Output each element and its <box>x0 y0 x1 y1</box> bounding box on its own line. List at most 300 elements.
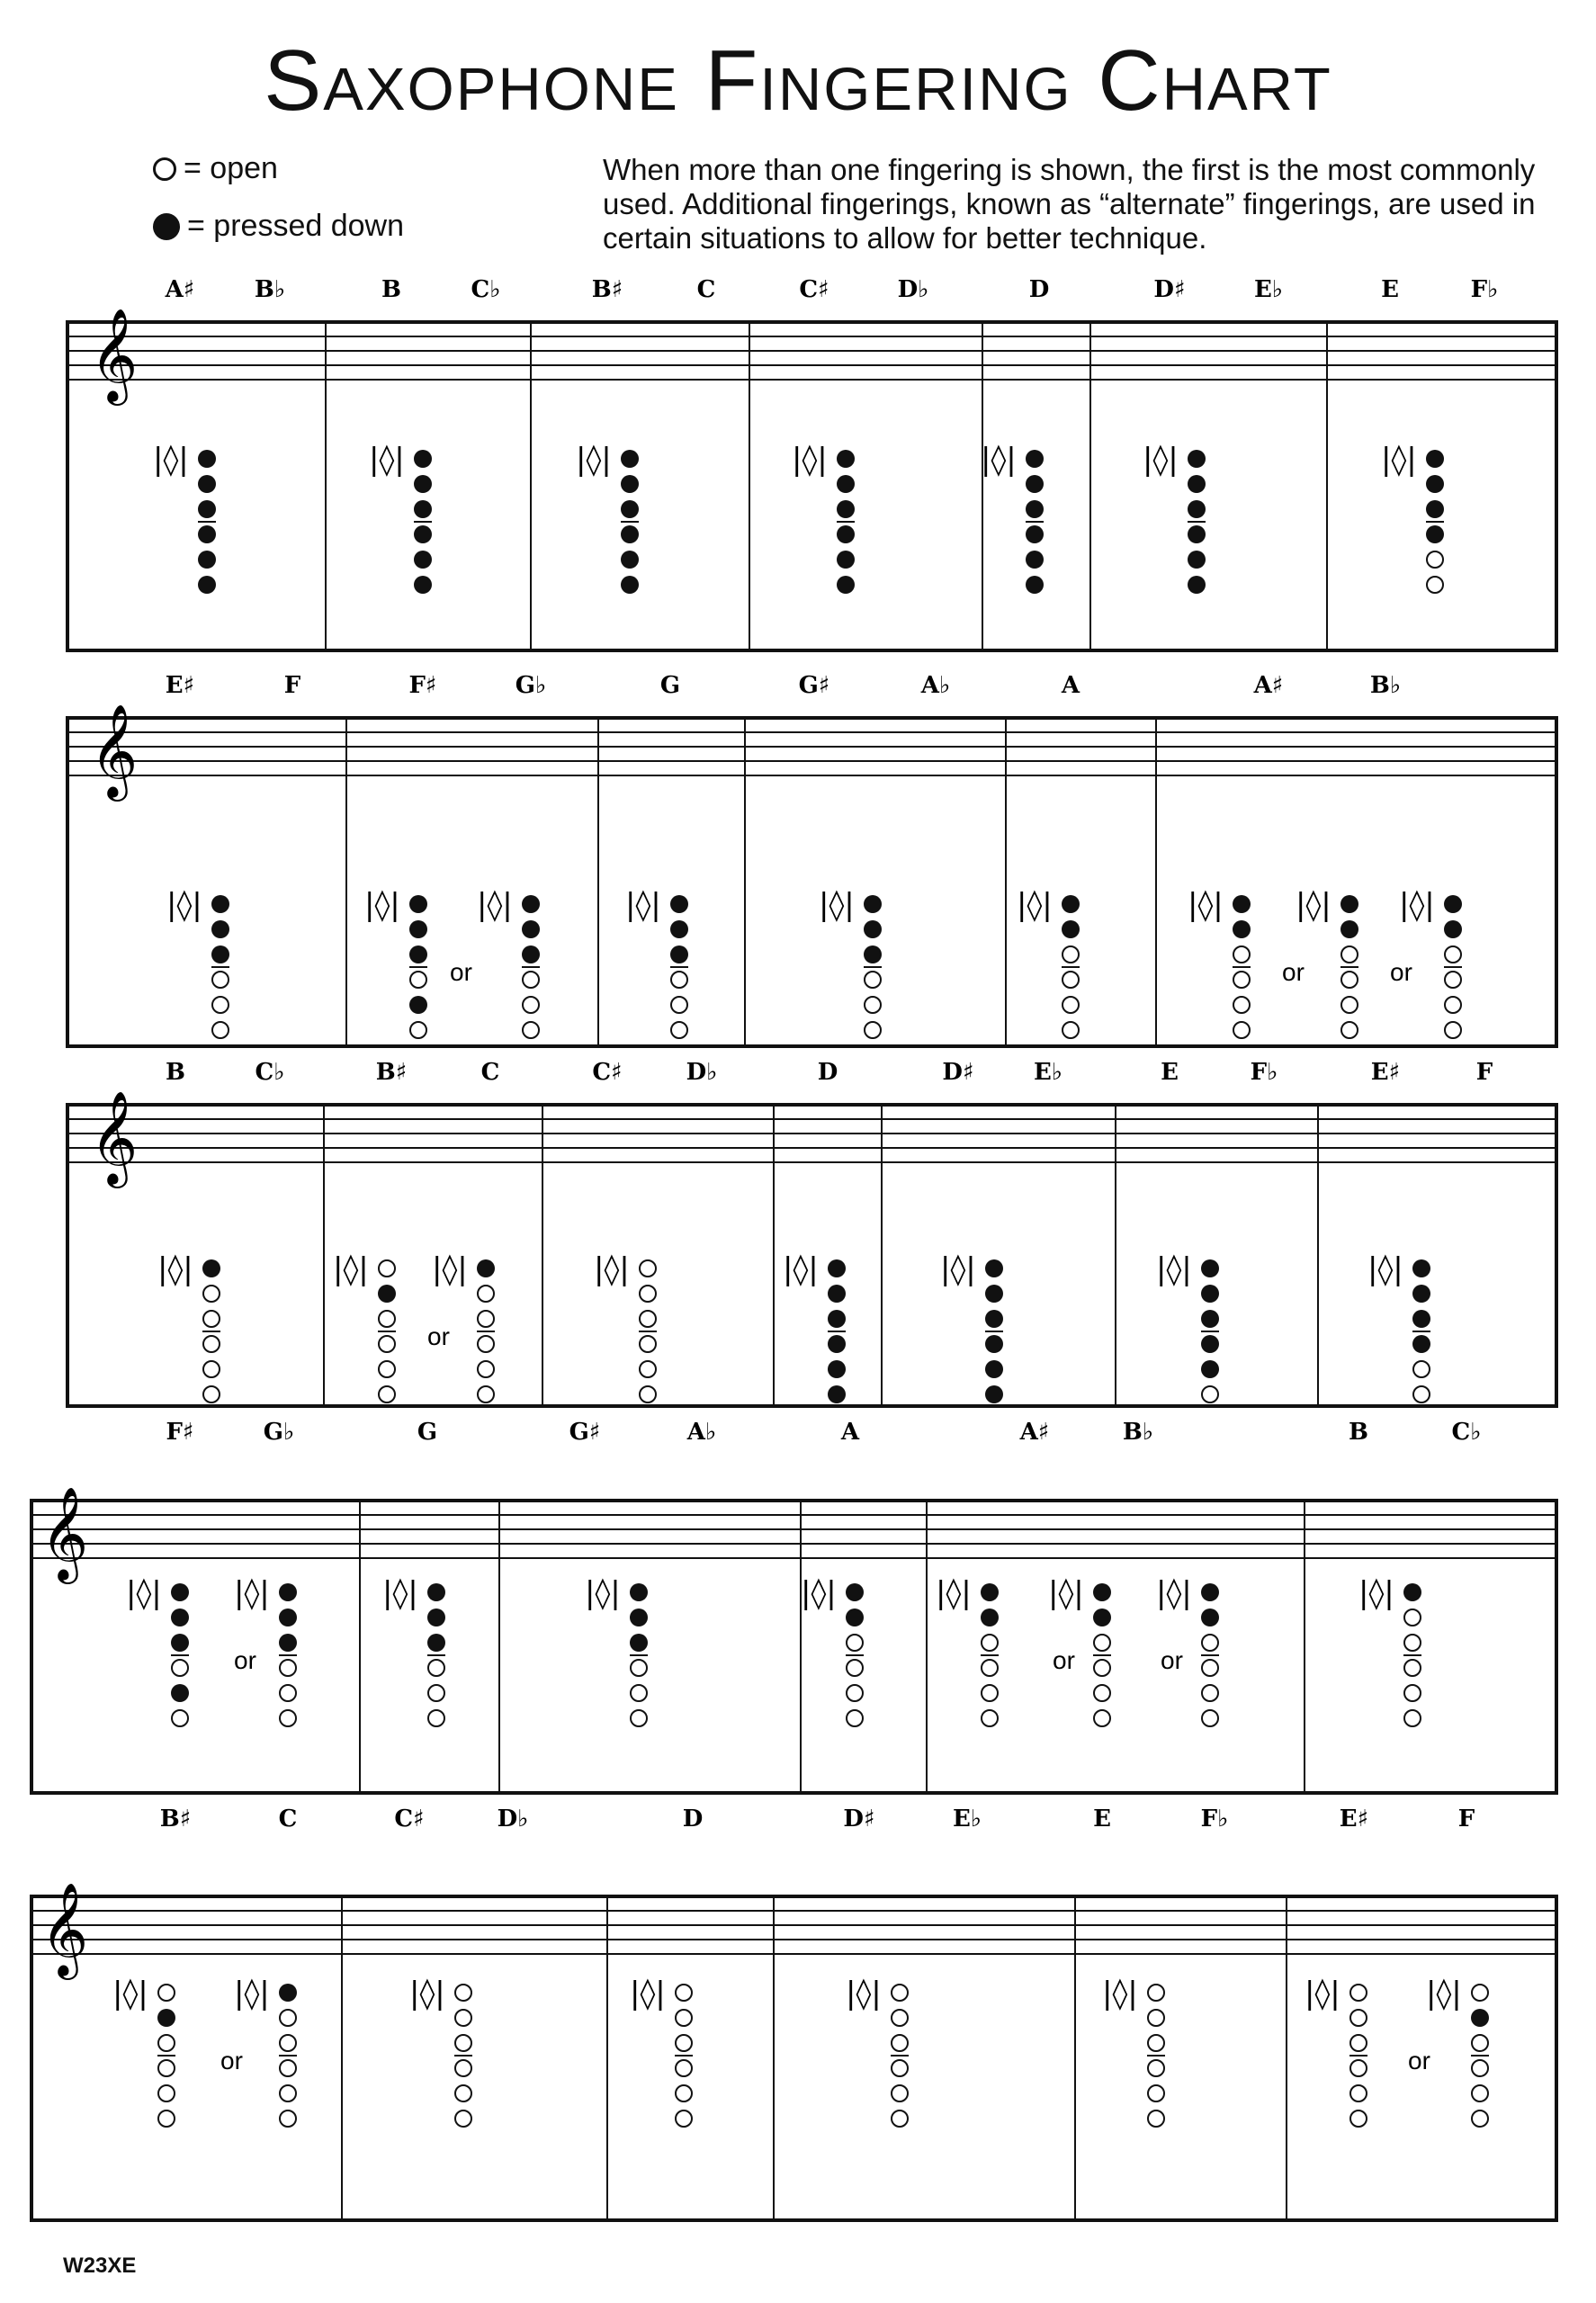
open-hole-icon <box>478 1286 494 1302</box>
open-hole-icon <box>455 2060 471 2076</box>
octave-key-icon: |◊| <box>166 887 202 923</box>
closed-hole-icon <box>621 576 639 594</box>
closed-hole-icon <box>171 1634 189 1652</box>
octave-key-icon: |◊| <box>1305 1976 1340 2012</box>
closed-hole-icon <box>202 1259 220 1277</box>
open-hole-icon <box>1233 972 1250 988</box>
closed-hole-icon <box>630 1634 648 1652</box>
staff <box>67 322 1556 380</box>
open-hole-icon <box>1413 1361 1430 1377</box>
closed-hole-icon <box>1188 500 1206 518</box>
fingering-diagram <box>1305 1976 1367 2127</box>
fingering-diagram <box>936 1575 999 1726</box>
treble-clef-icon: 𝄞 <box>90 703 139 798</box>
octave-key-icon: |◊| <box>576 442 612 478</box>
open-hole-icon <box>280 1685 296 1701</box>
open-hole-icon <box>1094 1685 1110 1701</box>
octave-key-icon: |◊| <box>364 887 400 923</box>
note-label: F♭ <box>1200 1806 1229 1833</box>
closed-hole-icon <box>1026 450 1044 468</box>
note-label: B <box>1349 1419 1368 1446</box>
or-label: or <box>450 958 472 986</box>
open-hole-icon <box>410 1022 426 1038</box>
open-hole-icon <box>982 1685 998 1701</box>
treble-clef-icon: 𝄞 <box>40 1486 89 1581</box>
note-label: F <box>283 672 301 699</box>
chart-row-2 <box>0 666 1596 1053</box>
open-hole-icon <box>1063 1022 1079 1038</box>
open-hole-icon <box>523 1022 539 1038</box>
note-label: C <box>696 276 716 303</box>
note-label: C <box>480 1059 500 1086</box>
open-hole-icon <box>158 1985 175 2001</box>
note-label: C♯ <box>592 1059 623 1086</box>
fingering-diagram <box>594 1251 657 1402</box>
closed-hole-icon <box>171 1684 189 1702</box>
octave-key-icon: |◊| <box>630 1976 666 2012</box>
closed-hole-icon <box>279 1609 297 1626</box>
open-hole-icon <box>1202 1635 1218 1651</box>
open-hole-icon <box>1472 2085 1488 2101</box>
open-hole-icon <box>847 1635 863 1651</box>
or-label: or <box>1408 2047 1430 2074</box>
open-hole-icon <box>212 1022 229 1038</box>
closed-hole-icon <box>414 551 432 569</box>
open-hole-icon <box>1063 972 1079 988</box>
note-label: C <box>278 1806 298 1833</box>
closed-hole-icon <box>1188 525 1206 543</box>
open-hole-icon <box>1063 997 1079 1013</box>
open-hole-icon <box>676 1985 692 2001</box>
note-label: A <box>840 1419 860 1446</box>
open-hole-icon <box>428 1710 444 1726</box>
closed-hole-icon <box>670 920 688 938</box>
closed-hole-icon <box>837 450 855 468</box>
open-hole-icon <box>631 1660 647 1676</box>
closed-hole-icon <box>414 576 432 594</box>
legend-open-label: = open <box>184 151 278 185</box>
closed-hole-icon <box>198 551 216 569</box>
open-hole-icon <box>1094 1710 1110 1726</box>
closed-hole-icon <box>1201 1285 1219 1303</box>
open-hole-icon <box>892 2110 908 2127</box>
closed-hole-icon <box>985 1335 1003 1353</box>
open-hole-icon <box>1445 972 1461 988</box>
open-hole-icon <box>280 2110 296 2127</box>
fingering-diagram <box>112 1976 175 2127</box>
octave-key-icon: |◊| <box>1156 1575 1192 1611</box>
note-label: G <box>659 672 681 699</box>
note-label: B♯ <box>375 1059 408 1086</box>
chart-row-4 <box>0 1412 1596 1799</box>
closed-hole-icon <box>1188 450 1206 468</box>
octave-key-icon: |◊| <box>940 1251 976 1287</box>
fingering-diagram <box>427 1251 495 1402</box>
note-label: E♭ <box>1033 1059 1063 1086</box>
open-hole-icon <box>640 1386 656 1402</box>
closed-hole-icon <box>409 895 427 913</box>
open-hole-icon <box>1404 1609 1421 1626</box>
closed-hole-icon <box>837 475 855 493</box>
intro-text: When more than one fingering is shown, the first is the most commonly used. Additional fingerings, known as “alternate” fingerings, are used in certain situations to allow for better technique. <box>603 153 1536 255</box>
fingering-diagram <box>157 1251 220 1402</box>
open-hole-icon <box>478 1386 494 1402</box>
open-hole-icon <box>1148 1985 1164 2001</box>
note-label: A♯ <box>1019 1419 1050 1446</box>
open-hole-icon <box>410 972 426 988</box>
octave-key-icon: |◊| <box>846 1976 882 2012</box>
closed-hole-icon <box>670 895 688 913</box>
open-hole-icon <box>1202 1710 1218 1726</box>
fingering-diagram <box>585 1575 648 1726</box>
closed-hole-icon <box>1093 1583 1111 1601</box>
note-label: D♭ <box>497 1806 529 1833</box>
closed-hole-icon <box>1412 1285 1430 1303</box>
octave-key-icon: |◊| <box>792 442 828 478</box>
closed-hole-icon <box>198 450 216 468</box>
fingering-diagram <box>1156 1251 1219 1402</box>
open-hole-icon <box>1063 946 1079 963</box>
octave-key-icon: |◊| <box>1048 1575 1084 1611</box>
note-label: D♭ <box>686 1059 718 1086</box>
open-hole-icon <box>455 1985 471 2001</box>
open-hole-icon <box>1202 1386 1218 1402</box>
note-label: D♯ <box>1153 276 1186 303</box>
open-hole-icon <box>158 2035 175 2051</box>
note-label: C♭ <box>471 276 501 303</box>
note-label: A <box>1061 672 1080 699</box>
closed-hole-icon <box>864 895 882 913</box>
fingering-diagram <box>783 1251 846 1403</box>
open-hole-icon <box>203 1386 220 1402</box>
note-label: G♯ <box>798 672 830 699</box>
closed-hole-icon <box>1201 1609 1219 1626</box>
closed-hole-icon <box>1444 895 1462 913</box>
closed-hole-icon <box>981 1583 999 1601</box>
closed-hole-icon <box>198 576 216 594</box>
octave-key-icon: |◊| <box>1367 1251 1403 1287</box>
fingering-diagram <box>1017 887 1080 1038</box>
octave-key-icon: |◊| <box>382 1575 418 1611</box>
closed-hole-icon <box>828 1259 846 1277</box>
open-hole-icon <box>379 1336 395 1352</box>
note-label: B♭ <box>254 276 286 303</box>
open-hole-icon <box>203 1336 220 1352</box>
octave-key-icon: |◊| <box>234 1575 270 1611</box>
note-label: E♭ <box>952 1806 982 1833</box>
closed-hole-icon <box>409 945 427 963</box>
open-hole-icon <box>676 2010 692 2026</box>
open-hole-icon <box>1341 946 1358 963</box>
octave-key-icon: |◊| <box>1188 887 1224 923</box>
octave-key-icon: |◊| <box>157 1251 193 1287</box>
open-hole-icon <box>203 1361 220 1377</box>
open-hole-icon <box>640 1361 656 1377</box>
open-hole-icon <box>1148 2010 1164 2026</box>
open-hole-icon <box>158 2060 175 2076</box>
or-label: or <box>1161 1646 1183 1674</box>
open-hole-icon <box>1148 2035 1164 2051</box>
open-hole-icon <box>172 1660 188 1676</box>
fingering-diagram <box>846 1976 909 2127</box>
or-label: or <box>220 2047 243 2074</box>
open-hole-icon <box>671 997 687 1013</box>
fingering-diagram <box>792 442 855 594</box>
note-label: D <box>1028 276 1050 303</box>
closed-hole-icon <box>837 576 855 594</box>
note-label: B <box>381 276 401 303</box>
open-hole-icon <box>1350 2085 1367 2101</box>
octave-key-icon: |◊| <box>783 1251 819 1287</box>
fingering-diagram <box>153 442 216 594</box>
open-hole-icon <box>280 1710 296 1726</box>
fingering-diagram <box>1381 442 1444 593</box>
fingering-diagram <box>940 1251 1003 1403</box>
closed-hole-icon <box>1412 1259 1430 1277</box>
closed-hole-icon <box>1201 1310 1219 1328</box>
open-hole-icon <box>1413 1386 1430 1402</box>
chart-row-3 <box>0 1053 1596 1412</box>
closed-hole-icon <box>427 1609 445 1626</box>
closed-hole-icon <box>1412 1335 1430 1353</box>
fingering-diagram <box>801 1575 864 1726</box>
closed-hole-icon <box>837 525 855 543</box>
open-hole-icon <box>523 972 539 988</box>
open-hole-icon <box>1148 2085 1164 2101</box>
closed-hole-icon <box>1026 525 1044 543</box>
note-label: E <box>1093 1806 1111 1833</box>
open-hole-icon <box>1404 1685 1421 1701</box>
closed-hole-icon <box>171 1609 189 1626</box>
octave-key-icon: |◊| <box>112 1976 148 2012</box>
fingering-diagram <box>1296 887 1412 1038</box>
open-hole-icon <box>631 1685 647 1701</box>
closed-hole-icon <box>837 500 855 518</box>
open-hole-icon <box>212 997 229 1013</box>
closed-hole-icon <box>670 945 688 963</box>
octave-key-icon: |◊| <box>1358 1575 1394 1611</box>
closed-hole-icon <box>1201 1583 1219 1601</box>
closed-hole-icon <box>157 2009 175 2027</box>
octave-key-icon: |◊| <box>625 887 661 923</box>
closed-hole-icon <box>1201 1360 1219 1378</box>
open-hole-icon <box>1350 2110 1367 2127</box>
note-label: E <box>1161 1059 1179 1086</box>
closed-hole-icon <box>1426 500 1444 518</box>
note-label: D♯ <box>942 1059 974 1086</box>
closed-hole-icon <box>630 1609 648 1626</box>
open-hole-icon <box>1233 1022 1250 1038</box>
closed-hole-icon <box>414 475 432 493</box>
closed-hole-icon <box>828 1310 846 1328</box>
closed-hole-icon <box>211 895 229 913</box>
open-hole-icon <box>1350 2035 1367 2051</box>
open-hole-icon <box>1472 1985 1488 2001</box>
open-hole-icon <box>640 1286 656 1302</box>
open-hole-icon <box>1445 1022 1461 1038</box>
open-hole-icon <box>455 2010 471 2026</box>
open-hole-icon <box>1094 1635 1110 1651</box>
legend-pressed <box>153 209 404 244</box>
closed-hole-icon <box>427 1583 445 1601</box>
open-hole-icon <box>982 1710 998 1726</box>
page-title: Saxophone Fingering Chart <box>264 32 1332 129</box>
chart-row-1 <box>0 270 1596 657</box>
octave-key-icon: |◊| <box>981 442 1017 478</box>
open-hole-icon <box>631 1710 647 1726</box>
octave-key-icon: |◊| <box>1296 887 1331 923</box>
closed-hole-icon <box>477 1259 495 1277</box>
open-hole-icon <box>203 1286 220 1302</box>
closed-hole-icon <box>630 1583 648 1601</box>
open-hole-icon <box>1350 1985 1367 2001</box>
closed-hole-icon <box>864 920 882 938</box>
note-label: D <box>817 1059 838 1086</box>
closed-hole-icon <box>985 1360 1003 1378</box>
closed-hole-icon <box>414 500 432 518</box>
open-hole-icon <box>1445 997 1461 1013</box>
open-hole-icon <box>280 2060 296 2076</box>
open-hole-icon <box>892 2010 908 2026</box>
closed-hole-icon <box>621 525 639 543</box>
open-hole-icon <box>865 1022 881 1038</box>
note-label: F <box>1475 1059 1493 1086</box>
octave-key-icon: |◊| <box>126 1575 162 1611</box>
open-hole-icon <box>379 1361 395 1377</box>
open-hole-icon <box>1472 2035 1488 2051</box>
open-hole-icon <box>676 2060 692 2076</box>
octave-key-icon: |◊| <box>234 1976 270 2012</box>
open-hole-icon <box>280 1660 296 1676</box>
open-hole-icon <box>280 2035 296 2051</box>
closed-hole-icon <box>211 920 229 938</box>
note-label: B♯ <box>159 1806 192 1833</box>
open-hole-icon <box>280 2010 296 2026</box>
open-hole-icon <box>280 2085 296 2101</box>
open-hole-icon <box>865 972 881 988</box>
open-hole-icon <box>1341 997 1358 1013</box>
open-hole-icon <box>478 1336 494 1352</box>
open-hole-icon <box>640 1311 656 1327</box>
or-label: or <box>234 1646 256 1674</box>
fingering-diagram <box>409 1976 472 2127</box>
open-hole-icon <box>379 1311 395 1327</box>
closed-hole-icon <box>1188 576 1206 594</box>
note-label: G <box>417 1419 438 1446</box>
fingering-diagram <box>981 442 1044 594</box>
octave-key-icon: |◊| <box>369 442 405 478</box>
octave-key-icon: |◊| <box>333 1251 369 1287</box>
open-hole-icon <box>1404 1660 1421 1676</box>
octave-key-icon: |◊| <box>1017 887 1053 923</box>
closed-hole-icon <box>1340 920 1358 938</box>
fingering-diagram <box>364 887 427 1038</box>
closed-hole-icon <box>1026 475 1044 493</box>
note-label: B <box>166 1059 185 1086</box>
open-hole-icon <box>1404 1710 1421 1726</box>
fingering-diagram <box>126 1575 189 1726</box>
treble-clef-icon: 𝄞 <box>90 1090 139 1185</box>
closed-hole-icon <box>171 1583 189 1601</box>
closed-hole-icon <box>864 945 882 963</box>
dividers <box>326 322 1327 650</box>
open-hole-icon <box>1202 1660 1218 1676</box>
note-label: A♭ <box>920 672 951 699</box>
open-hole-icon <box>1341 972 1358 988</box>
closed-hole-icon <box>828 1385 846 1403</box>
note-label: B♭ <box>1369 672 1402 699</box>
fingering-diagram <box>1143 442 1206 594</box>
open-hole-icon <box>1148 2110 1164 2127</box>
fingering-diagram <box>1048 1575 1111 1726</box>
note-label: F♯ <box>408 672 437 699</box>
open-hole-icon <box>1202 1685 1218 1701</box>
closed-hole-icon <box>1093 1609 1111 1626</box>
closed-hole-icon <box>846 1583 864 1601</box>
octave-key-icon: |◊| <box>432 1251 468 1287</box>
note-label: A♯ <box>1253 672 1284 699</box>
open-hole-icon <box>1350 2060 1367 2076</box>
note-label: E <box>1381 276 1399 303</box>
closed-hole-icon <box>1412 1310 1430 1328</box>
open-hole-icon <box>428 1685 444 1701</box>
octave-key-icon: |◊| <box>801 1575 837 1611</box>
closed-hole-icon <box>1426 475 1444 493</box>
open-hole-icon <box>1404 1635 1421 1651</box>
row-frame <box>67 322 1556 650</box>
open-hole-icon <box>892 1985 908 2001</box>
footer-code: W23XE <box>63 2254 137 2278</box>
note-label: B♯ <box>591 276 623 303</box>
open-hole-icon <box>640 1260 656 1277</box>
closed-hole-icon <box>985 1285 1003 1303</box>
note-label: A♯ <box>165 276 195 303</box>
closed-hole-icon <box>427 1634 445 1652</box>
fingering-diagram <box>1188 887 1305 1038</box>
note-label: D♭ <box>897 276 929 303</box>
note-label: E♯ <box>165 672 195 699</box>
note-label: G♯ <box>569 1419 601 1446</box>
octave-key-icon: |◊| <box>1426 1976 1462 2012</box>
open-hole-icon <box>455 2035 471 2051</box>
note-label: D♯ <box>843 1806 875 1833</box>
open-hole-icon <box>1233 997 1250 1013</box>
closed-hole-icon <box>153 213 180 240</box>
row-labels <box>165 276 1499 303</box>
note-label: A♭ <box>686 1419 717 1446</box>
or-label: or <box>427 1322 450 1350</box>
open-hole-icon <box>892 2035 908 2051</box>
open-hole-icon <box>676 2110 692 2127</box>
closed-hole-icon <box>837 551 855 569</box>
open-hole-icon <box>1350 2010 1367 2026</box>
closed-hole-icon <box>828 1285 846 1303</box>
closed-hole-icon <box>621 475 639 493</box>
open-hole-icon <box>478 1361 494 1377</box>
closed-hole-icon <box>1403 1583 1421 1601</box>
octave-key-icon: |◊| <box>819 887 855 923</box>
note-label: D <box>682 1806 704 1833</box>
open-hole-icon <box>892 2085 908 2101</box>
open-hole-icon <box>203 1311 220 1327</box>
or-label: or <box>1390 958 1412 986</box>
open-hole-icon <box>428 1660 444 1676</box>
closed-hole-icon <box>1188 475 1206 493</box>
closed-hole-icon <box>409 920 427 938</box>
octave-key-icon: |◊| <box>1143 442 1179 478</box>
open-hole-icon <box>1341 1022 1358 1038</box>
fingering-diagram <box>234 1575 297 1726</box>
